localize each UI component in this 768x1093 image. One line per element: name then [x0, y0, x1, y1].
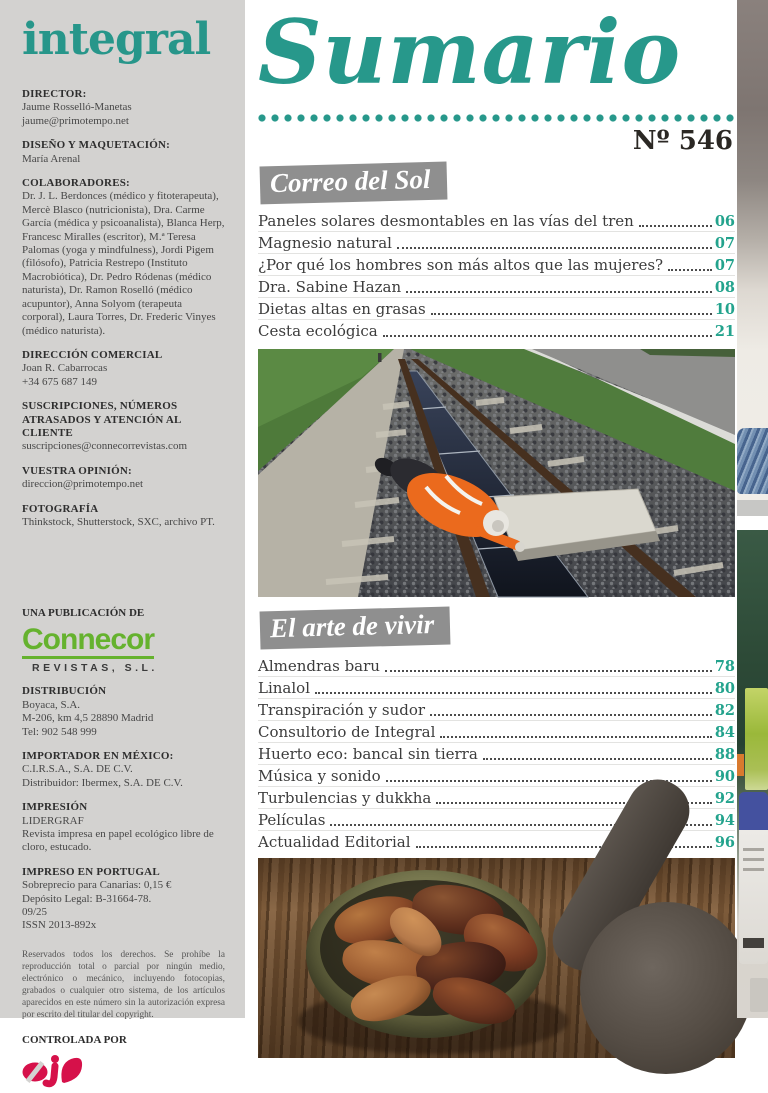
toc-leader-dots — [668, 269, 712, 271]
bottle-cap — [739, 792, 768, 830]
credit-lines: María Arenal — [22, 152, 81, 165]
connecor-logo-subtitle: REVISTAS, S.L. — [32, 662, 158, 675]
railway-solar-panels-photo — [258, 349, 735, 597]
toc-entry-page: 96 — [714, 834, 735, 851]
toc-entry — [258, 699, 735, 721]
toc-entry-title: ¿Por qué los hombres son más altos que las mujeres? — [258, 256, 664, 274]
toc-entry-page: 07 — [714, 235, 735, 252]
toc-entry — [258, 320, 735, 341]
toc-entry-title: Dra. Sabine Hazan — [258, 278, 402, 296]
credit-label: DIRECTOR: — [22, 88, 87, 100]
credit-block — [22, 685, 225, 739]
credit-label: DISEÑO Y MAQUETACIÓN: — [22, 139, 171, 152]
toc-list — [258, 210, 735, 341]
connecor-logo: Connecor — [22, 625, 154, 659]
controlled-by-label: CONTROLADA POR — [22, 1033, 127, 1046]
label-line — [743, 868, 764, 871]
sumario-main-column — [258, 0, 735, 1018]
toc-entry — [258, 677, 735, 699]
page-title: Sumario — [258, 0, 682, 104]
toc-entry-title: Almendras baru — [258, 657, 380, 675]
edge-photo-bottom — [737, 530, 768, 1018]
toc-leader-dots — [406, 291, 712, 293]
toc-entry — [258, 210, 735, 232]
toc-entry-page: 84 — [714, 724, 735, 741]
toc-entry-page: 94 — [714, 812, 735, 829]
label-line — [743, 858, 764, 861]
credit-lines: Jaume Rosselló-Manetas jaume@primotempo.net — [22, 101, 132, 127]
section-el-arte-de-vivir — [258, 607, 735, 1058]
orange-object — [737, 754, 744, 776]
toc-leader-dots — [639, 225, 712, 227]
label-line — [743, 848, 764, 851]
bottle-body — [739, 830, 768, 964]
edge-gray-band — [737, 500, 768, 516]
copyright-legal-text: Reservados todos los derechos. Se prohíbe la reproducción total o parcial por ningún medio, electrónico o mecánico, incluyendo fotocopias, grabados o cualquier otro sistema, de los artículos aparecidos en este número sin la autorización expresa por escrito del titular del copyright. — [22, 949, 225, 1020]
credit-block — [22, 349, 225, 389]
credit-lines: Sobreprecio para Canarias: 0,15 € Depósito Legal: B-31664-78. 09/25 ISSN 2013-892x — [22, 879, 172, 932]
toc-entry-page: 08 — [714, 279, 735, 296]
toc-entry — [258, 655, 735, 677]
wooden-spoon-head — [580, 902, 752, 1074]
toc-leader-dots — [383, 335, 712, 337]
section-badge: Correo del Sol — [260, 162, 447, 205]
dotted-divider — [258, 114, 735, 122]
credit-lines: C.I.R.S.A., S.A. DE C.V. Distribuidor: Ibermex, S.A. DE C.V. — [22, 763, 183, 789]
section-badge: El arte de vivir — [260, 607, 451, 650]
credit-lines: Boyaca, S.A. M-206, km 4,5 28890 Madrid Tel: 902 548 999 — [22, 698, 154, 738]
credit-block — [22, 866, 225, 933]
toc-entry — [258, 743, 735, 765]
toc-entry-title: Transpiración y sudor — [258, 701, 426, 719]
toc-entry-title: Dietas altas en grasas — [258, 300, 426, 318]
publisher-intro: UNA PUBLICACIÓN DE — [22, 607, 145, 620]
toc-entry-title: Turbulencias y dukkha — [258, 789, 432, 807]
small-cup — [750, 978, 768, 1012]
barcode — [743, 938, 764, 948]
toc-entry-title: Consultorio de Integral — [258, 723, 436, 741]
edge-photo-top — [737, 0, 768, 500]
toc-entry-title: Actualidad Editorial — [258, 833, 411, 851]
credit-label: DISTRIBUCIÓN — [22, 685, 107, 698]
toc-entry-page: 78 — [714, 658, 735, 675]
bowl-interior — [320, 880, 532, 1016]
credit-lines: LIDERGRAF Revista impresa en papel ecológico libre de cloro, estucado. — [22, 814, 214, 854]
toc-entry-title: Películas — [258, 811, 326, 829]
toc-entry-title: Linalol — [258, 679, 310, 697]
ceramic-bowl — [306, 870, 546, 1038]
credit-label: FOTOGRAFÍA — [22, 502, 99, 515]
publisher-credits-list — [22, 685, 225, 933]
supplement-bottle — [739, 792, 768, 964]
toc-entry — [258, 276, 735, 298]
credit-block — [22, 465, 225, 492]
toc-entry — [258, 721, 735, 743]
distant-walker — [378, 353, 382, 362]
credit-label: IMPRESO EN PORTUGAL — [22, 865, 160, 878]
toc-entry-page: 80 — [714, 680, 735, 697]
credit-label: VUESTRA OPINIÓN: — [22, 464, 132, 477]
masthead-sidebar — [0, 0, 245, 1046]
integral-magazine-logo: integral — [22, 14, 211, 65]
toc-leader-dots — [397, 247, 712, 249]
credit-label: COLABORADORES: — [22, 177, 130, 190]
credit-label: SUSCRIPCIONES, NÚMEROS ATRASADOS Y ATENCIÓN AL CLIENTE — [22, 400, 181, 439]
toc-entry-page: 82 — [714, 702, 735, 719]
credit-label: DIRECCIÓN COMERCIAL — [22, 348, 163, 361]
toc-entry-page: 21 — [714, 323, 735, 340]
credit-block — [22, 503, 225, 530]
toc-entry — [258, 232, 735, 254]
credit-label: IMPORTADOR EN MÉXICO: — [22, 750, 174, 762]
credit-lines: Thinkstock, Shutterstock, SXC, archivo PT. — [22, 515, 215, 528]
toc-entry-page: 06 — [714, 213, 735, 230]
page-edge-strip — [737, 0, 768, 1018]
credit-block — [22, 801, 225, 855]
toc-entry-page: 88 — [714, 746, 735, 763]
toc-entry-page: 92 — [714, 790, 735, 807]
credit-block — [22, 750, 225, 790]
denim-fabric — [737, 428, 768, 494]
toc-entry-page: 90 — [714, 768, 735, 785]
toc-leader-dots — [385, 670, 712, 672]
toc-entry-title: Música y sonido — [258, 767, 381, 785]
toc-leader-dots — [483, 758, 712, 760]
toc-entry-page: 07 — [714, 257, 735, 274]
credit-lines: direccion@primotempo.net — [22, 478, 144, 491]
toc-entry-title: Cesta ecológica — [258, 322, 378, 340]
credit-block — [22, 88, 225, 128]
baru-almonds-photo — [258, 858, 735, 1058]
credit-block — [22, 177, 225, 338]
issue-number: Nº 546 — [632, 126, 733, 156]
toc-leader-dots — [430, 714, 712, 716]
toc-leader-dots — [431, 313, 712, 315]
toc-entry-title: Magnesio natural — [258, 234, 392, 252]
toc-entry-page: 10 — [714, 301, 735, 318]
toc-entry-title: Huerto eco: bancal sin tierra — [258, 745, 478, 763]
toc-leader-dots — [315, 692, 712, 694]
credit-lines: suscripciones@connecorrevistas.com — [22, 440, 187, 453]
credit-block — [22, 400, 225, 454]
green-smoothie-glass — [745, 688, 768, 790]
credit-label: IMPRESIÓN — [22, 801, 88, 814]
section-correo-del-sol — [258, 162, 735, 597]
toc-entry — [258, 298, 735, 320]
toc-leader-dots — [440, 736, 711, 738]
credits-list — [22, 88, 225, 529]
ojd-logo — [22, 1052, 86, 1088]
credit-lines: Dr. J. L. Berdonces (médico y fitoterapeuta), Mercè Blasco (nutricionista), Dra. Carme García (médica y psicoanalista), Blanca Herp, Francesc Miralles (escritor), M.ª Teresa Palomas (yoga y mindfulness), Jordi Pigem (filósofo), Patricia Restrepo (Instituto Macrobiótica), Dr. Pedro Ródenas (médico naturista), Dr. Ramon Roselló (médico acupuntor), Anna Solyom (terapeuta corporal), Laura Torres, Dr. Frederic Vinyes (médico naturista). — [22, 190, 225, 337]
credit-lines: Joan R. Cabarrocas +34 675 687 149 — [22, 362, 108, 388]
toc-entry-title: Paneles solares desmontables en las vías del tren — [258, 212, 634, 230]
toc-entry — [258, 254, 735, 276]
credit-block — [22, 139, 225, 166]
